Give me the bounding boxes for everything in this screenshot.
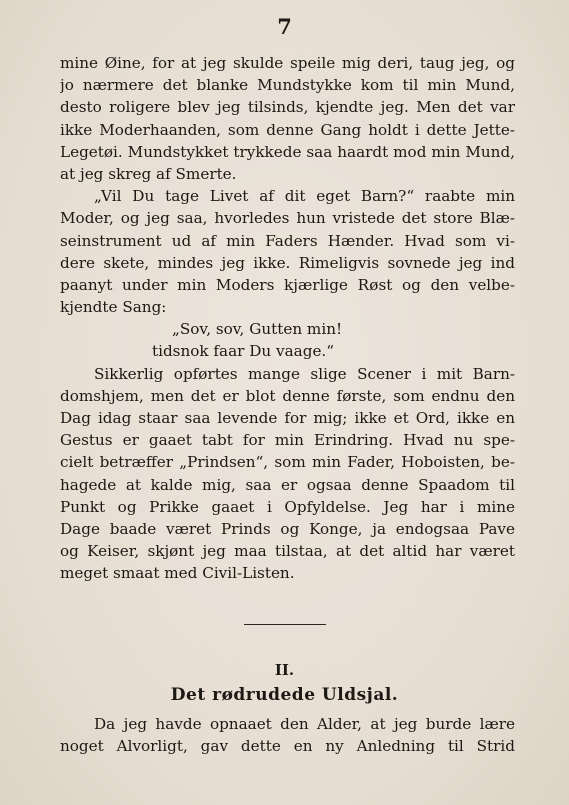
- text-line: noget Alvorligt, gav dette en ny Anledning til Strid: [60, 737, 515, 756]
- text-line: Da jeg havde opnaaet den Alder, at jeg burde lære: [94, 715, 515, 733]
- text-line: domshjem, men det er blot denne første, som endnu den: [60, 386, 515, 405]
- text-line: Sikkerlig opførtes mange slige Scener i mit Barn-: [94, 364, 515, 383]
- text-line: og Keiser, skjønt jeg maa tilstaa, at det altid har været: [60, 542, 515, 561]
- page-number: 7: [277, 14, 292, 39]
- text-line: „Vil Du tage Livet af dit eget Barn?“ raabte min: [94, 187, 515, 206]
- text-line: Punkt og Prikke gaaet i Opfyldelse. Jeg har i mine: [60, 497, 515, 516]
- text-line: Dag idag staar saa levende for mig; ikke et Ord, ikke en: [60, 409, 515, 427]
- text-line: seinstrument ud af min Faders Hænder. Hvad som vi-: [60, 231, 515, 250]
- section-number: II.: [274, 661, 295, 679]
- text-line: dere skete, mindes jeg ikke. Rimeligvis sovnede jeg ind: [60, 253, 515, 272]
- text-line: hagede at kalde mig, saa er ogsaa denne Spaadom til: [60, 475, 515, 494]
- verse-line: „Sov, sov, Gutten min!: [172, 320, 343, 339]
- text-line: kjendte Sang:: [60, 298, 167, 317]
- text-line: Dage baade været Prinds og Konge, ja endogsaa Pave: [60, 519, 515, 538]
- text-line: desto roligere blev jeg tilsinds, kjendte jeg. Men det var: [60, 98, 515, 117]
- text-line: jo nærmere det blanke Mundstykke kom til min Mund,: [60, 76, 515, 95]
- text-line: at jeg skreg af Smerte.: [60, 164, 237, 183]
- text-line: Legetøi. Mundstykket trykkede saa haardt mod min Mund,: [60, 142, 515, 161]
- text-line: meget smaat med Civil-Listen.: [60, 564, 295, 583]
- section-divider: [244, 624, 326, 625]
- verse-line: tidsnok faar Du vaage.“: [152, 342, 335, 361]
- text-line: Gestus er gaaet tabt for min Erindring. Hvad nu spe-: [60, 431, 515, 450]
- text-line: cielt betræffer „Prindsen“, som min Fader, Hoboisten, be-: [60, 453, 515, 472]
- text-line: Moder, og jeg saa, hvorledes hun vristede det store Blæ-: [60, 209, 515, 228]
- section-title: Det rødrudede Uldsjal.: [170, 685, 399, 705]
- text-line: paanyt under min Moders kjærlige Røst og den velbe-: [60, 275, 515, 294]
- body-text: [60, 52, 515, 585]
- text-line: ikke Moderhaanden, som denne Gang holdt i dette Jette-: [60, 120, 515, 139]
- body-text-continued: [60, 713, 515, 757]
- text-line: mine Øine, for at jeg skulde speile mig deri, taug jeg, og: [60, 54, 515, 72]
